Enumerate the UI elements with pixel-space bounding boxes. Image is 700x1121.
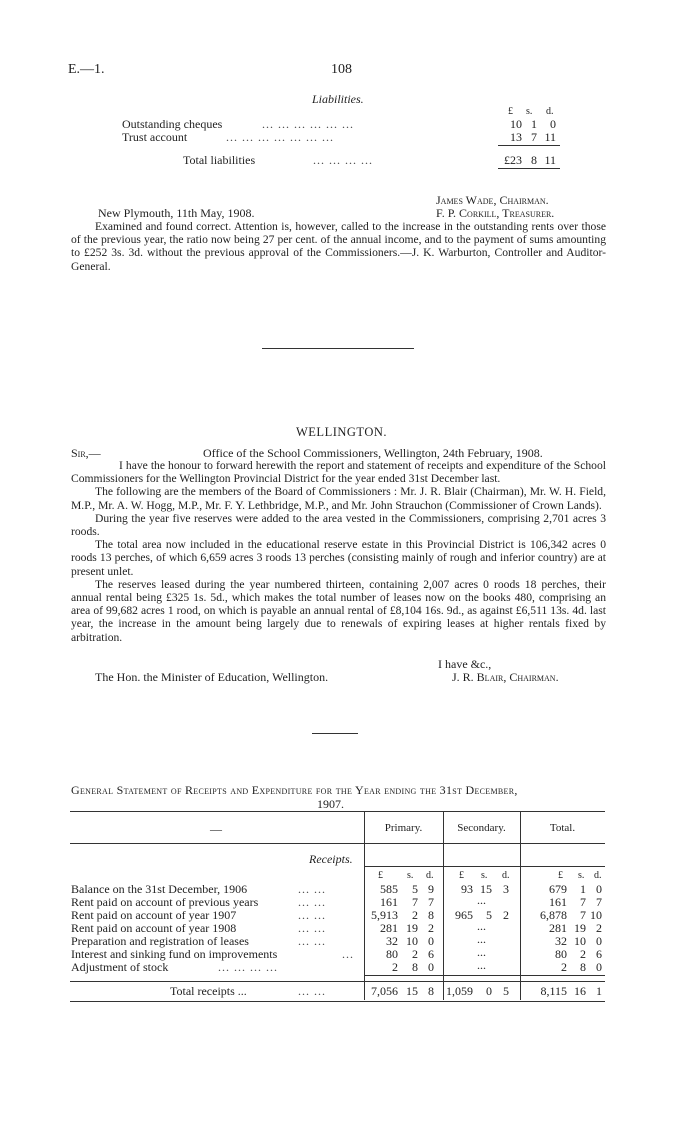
primary-pounds: 281 [380,921,398,935]
cur-shilling: s. [578,870,585,881]
leader-dots: ... ... ... ... ... ... ... [226,130,334,144]
leader-dots: ... ... ... ... [313,153,373,167]
secondary-pence: 2 [503,908,509,922]
col-header-primary: Primary. [384,822,423,834]
signatory: J. R. Blair, Chairman. [452,670,559,684]
row-label: Adjustment of stock [71,960,169,974]
cur-pound: £ [558,870,563,881]
secondary-shillings: 15 [480,882,492,896]
primary-shillings: 2 [412,908,418,922]
liab-sum-rule [498,145,560,146]
statement-year: 1907. [317,797,344,811]
primary-shillings: 10 [406,934,418,948]
primary-pence: 9 [428,882,434,896]
primary-shillings: 8 [412,960,418,974]
table-header-rule [70,843,605,844]
leader-dots: ... ... [298,882,326,896]
total-pence: 7 [596,895,602,909]
section-divider [312,733,358,734]
row-label: Interest and sinking fund on improvements [71,947,278,961]
secondary-pence: 5 [503,984,509,998]
total-pounds: 161 [549,895,567,909]
col-divider [520,982,521,1000]
total-shillings: 8 [580,960,586,974]
audit-note [71,220,606,273]
total-pence: 0 [596,882,602,896]
col-divider [443,982,444,1000]
liab-shillings: 1 [531,117,537,131]
statement-title [71,783,518,798]
secondary-shillings: 0 [486,984,492,998]
leader-dots: ... ... [298,921,326,935]
primary-pence: 7 [428,895,434,909]
salutation: Sir,— [71,446,101,460]
total-pence: 6 [596,947,602,961]
table-bottom-rule [70,981,605,982]
liab-label: Trust account [122,130,188,144]
total-shillings: 19 [574,921,586,935]
paragraph: During the year five reserves were added to the area vested in the Commissioners, comprising 2,701 acres 3 roods. [71,511,606,539]
liab-total-shillings: 8 [531,153,537,167]
secondary-blank: ... [477,958,486,972]
paragraph: The reserves leased during the year numbered thirteen, containing 2,007 acres 0 roods 18 perches, their annual rental being £325 1s. 5d., which makes the total number of leases now on the books 480, comprising an area of 99,682 acres 1 rood, on which is payable an annual rental of £8,104 16s. 9d., as against £6,511 13s. 4d. last year, the increase in the amount being largely due to renewals of expiring leases at higher rentals fixed by arbitration. [71,577,606,644]
total-pounds: 80 [555,947,567,961]
primary-shillings: 19 [406,921,418,935]
primary-pounds: 7,056 [371,984,398,998]
paragraph: The total area now included in the educational reserve estate in this Provincial District is 106,342 acres 0 roods 13 perches, of which 6,659 acres 3 roods 13 perches (consisting mainly of rough and inferior country) are at present unlet. [71,538,606,578]
section-rule [364,866,605,867]
subtotal-rule [364,975,605,976]
primary-pence: 8 [428,984,434,998]
liab-total-label: Total liabilities [183,153,256,167]
primary-pounds: 585 [380,882,398,896]
total-shillings: 7 [580,908,586,922]
row-label: Rent paid on account of previous years [71,895,259,909]
secondary-pounds: 1,059 [446,984,473,998]
closing: I have &c., [438,657,492,671]
liab-pence: 0 [550,117,556,131]
table-top-rule [70,811,605,812]
liabilities-heading: Liabilities. [312,92,364,106]
chairman-signature: James Wade, Chairman. [436,193,549,207]
total-pounds: 2 [561,960,567,974]
col-divider [364,811,365,981]
statement-title-line1: General Statement of Receipts and Expenditure for the Year ending the 31st December, [71,783,518,797]
primary-pounds: 161 [380,895,398,909]
place-date: New Plymouth, 11th May, 1908. [98,206,255,220]
cur-shilling: s. [407,870,414,881]
liab-label: Outstanding cheques [122,117,223,131]
secondary-blank: ... [477,893,486,907]
total-pence: 1 [596,984,602,998]
cur-pound: £ [459,870,464,881]
audit-note-text: Examined and found correct. Attention is, however, called to the increase in the outstanding rents over those of the previous year, the ratio now being 27 per cent. of the annual income, and to the payment of sums amounting to £252 3s. 3d. without the previous approval of the Commissioners.—J. K. Warburton, Controller and Auditor-General. [71,220,606,273]
secondary-blank: ... [477,919,486,933]
secondary-pounds: 965 [455,908,473,922]
addressee: The Hon. the Minister of Education, Wellington. [95,670,329,684]
primary-pounds: 32 [386,934,398,948]
secondary-shillings: 5 [486,908,492,922]
wellington-letter-body [71,459,606,644]
secondary-blank: ... [477,932,486,946]
paragraph: The following are the members of the Board of Commissioners : Mr. J. R. Blair (Chairman), Mr. W. H. Field, M.P., Mr. A. W. Hogg, M.P., Mr. F. Y. Lethbridge, M.P., and Mr. John Strauchon (Commissioner of Crown Lands). [71,485,606,512]
primary-pounds: 80 [386,947,398,961]
liab-pence: 11 [544,130,556,144]
primary-pounds: 2 [392,960,398,974]
receipts-heading: Receipts. [309,852,353,866]
total-pence: 2 [596,921,602,935]
total-pounds: 32 [555,934,567,948]
row-label: Balance on the 31st December, 1906 [71,882,248,896]
cur-pence: d. [426,870,434,881]
leader-dots: ... ... ... ... [218,960,278,974]
col-header-secondary: Secondary. [457,822,506,834]
total-pounds: 8,115 [540,984,567,998]
total-pence: 10 [590,908,602,922]
table-end-rule [70,1001,605,1002]
liab-shillings: 7 [531,130,537,144]
leader-dots: ... ... [298,895,326,909]
page-number: 108 [331,62,352,77]
liab-total-pounds: £23 [504,153,522,167]
total-pence: 0 [596,960,602,974]
col-header-total: Total. [549,822,576,834]
primary-pence: 2 [428,921,434,935]
row-label: Rent paid on account of year 1908 [71,921,237,935]
liab-total-rule [498,168,560,169]
total-label: Total receipts ... [170,984,247,998]
total-pounds: 679 [549,882,567,896]
primary-shillings: 15 [406,984,418,998]
secondary-pence: 3 [503,882,509,896]
liab-pence-symbol: d. [546,106,554,117]
leader-dots: ... ... [298,984,326,998]
liab-pounds: 10 [510,117,522,131]
leader-dots: ... ... [298,934,326,948]
total-pence: 0 [596,934,602,948]
secondary-blank: ... [477,945,486,959]
primary-pounds: 5,913 [371,908,398,922]
office-line: Office of the School Commissioners, Wellington, 24th February, 1908. [203,446,543,460]
primary-pence: 0 [428,934,434,948]
total-shillings: 16 [574,984,586,998]
total-shillings: 7 [580,895,586,909]
primary-pence: 8 [428,908,434,922]
col-divider [364,982,365,1000]
document-ref: E.—1. [68,62,105,77]
row-label: Preparation and registration of leases [71,934,249,948]
cur-pound: £ [378,870,383,881]
primary-shillings: 7 [412,895,418,909]
liab-pounds: 13 [510,130,522,144]
cur-pence: d. [594,870,602,881]
total-shillings: 2 [580,947,586,961]
leader-dots: ... [342,947,354,961]
secondary-pounds: 93 [461,882,473,896]
row-label: Rent paid on account of year 1907 [71,908,237,922]
liab-total-pence: 11 [544,153,556,167]
cur-pence: d. [502,870,510,881]
leader-dots: ... ... ... ... ... ... [262,117,354,131]
paragraph: I have the honour to forward herewith the report and statement of receipts and expenditure of the School Commissioners for the Wellington Provincial District for the year ended 31st December last. [71,459,606,486]
liab-shilling-symbol: s. [526,106,533,117]
treasurer-signature: F. P. Corkill, Treasurer. [436,206,555,220]
leader-dots: ... ... [298,908,326,922]
total-shillings: 10 [574,934,586,948]
liab-pound-symbol: £ [508,106,513,117]
primary-shillings: 2 [412,947,418,961]
section-divider [262,348,414,349]
wellington-title: WELLINGTON. [296,425,388,439]
cur-shilling: s. [481,870,488,881]
primary-pence: 0 [428,960,434,974]
total-pounds: 6,878 [540,908,567,922]
total-shillings: 1 [580,882,586,896]
primary-pence: 6 [428,947,434,961]
total-pounds: 281 [549,921,567,935]
col-header-blank: — [210,822,222,836]
primary-shillings: 5 [412,882,418,896]
col-divider [520,811,521,981]
